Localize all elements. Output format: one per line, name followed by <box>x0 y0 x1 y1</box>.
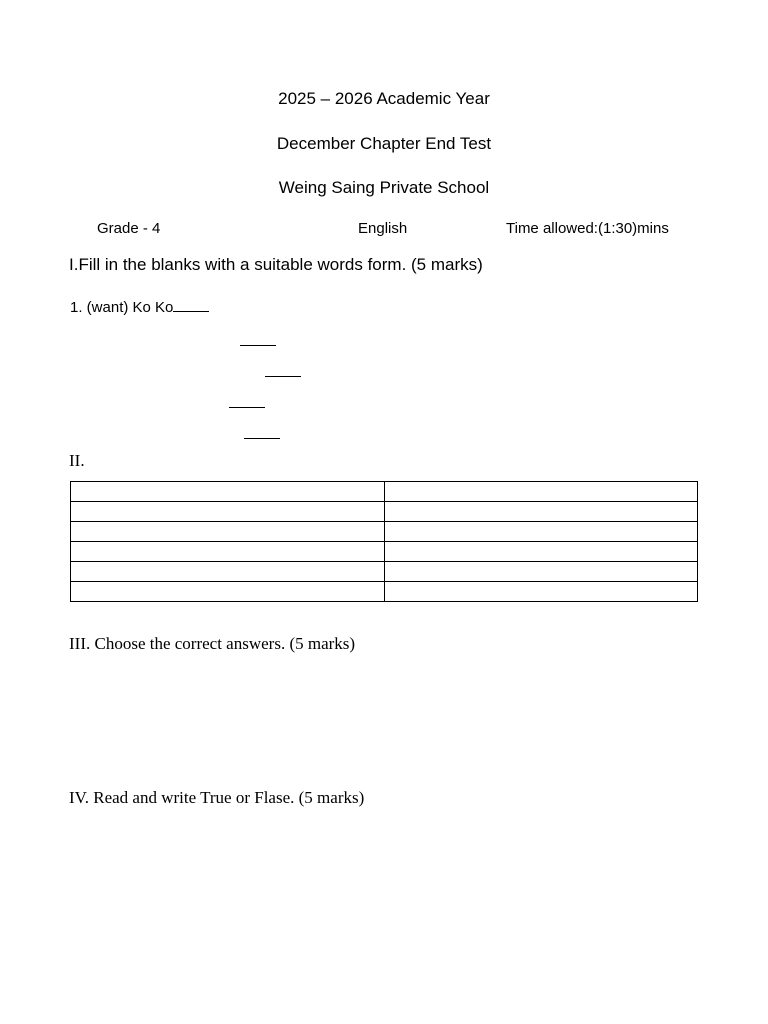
table-cell[interactable] <box>384 502 698 522</box>
question-1-text: 1. (want) Ko Ko <box>70 299 174 316</box>
answer-blank-1[interactable] <box>173 297 209 312</box>
section-1-title: I.Fill in the blanks with a suitable words form. (5 marks) <box>69 255 483 274</box>
table-row <box>71 502 698 522</box>
table-row <box>71 582 698 602</box>
table-row <box>71 542 698 562</box>
table-cell[interactable] <box>384 482 698 502</box>
table-cell[interactable] <box>384 542 698 562</box>
table-cell[interactable] <box>71 482 385 502</box>
grade-label: Grade - 4 <box>97 220 161 237</box>
academic-year-heading: 2025 – 2026 Academic Year <box>278 89 490 108</box>
table-row <box>71 522 698 542</box>
table-row <box>71 482 698 502</box>
table-cell[interactable] <box>384 522 698 542</box>
table-cell[interactable] <box>71 562 385 582</box>
test-name-heading: December Chapter End Test <box>276 134 492 153</box>
subject-label: English <box>358 220 408 237</box>
matching-table <box>70 481 698 602</box>
table-cell[interactable] <box>71 582 385 602</box>
table-cell[interactable] <box>71 522 385 542</box>
answer-blank-4[interactable] <box>229 407 265 408</box>
answer-blank-2[interactable] <box>240 345 276 346</box>
time-allowed-label: Time allowed:(1:30)mins <box>506 220 669 237</box>
question-1 <box>70 297 209 316</box>
school-name-heading: Weing Saing Private School <box>278 178 490 197</box>
answer-blank-5[interactable] <box>244 438 280 439</box>
section-3-title: III. Choose the correct answers. (5 marks) <box>69 634 356 653</box>
table-cell[interactable] <box>71 542 385 562</box>
table-row <box>71 562 698 582</box>
section-4-title: IV. Read and write True or Flase. (5 marks) <box>69 788 365 807</box>
table-cell[interactable] <box>71 502 385 522</box>
table-cell[interactable] <box>384 562 698 582</box>
table-cell[interactable] <box>384 582 698 602</box>
section-2-title: II. <box>69 451 85 470</box>
answer-blank-3[interactable] <box>265 376 301 377</box>
